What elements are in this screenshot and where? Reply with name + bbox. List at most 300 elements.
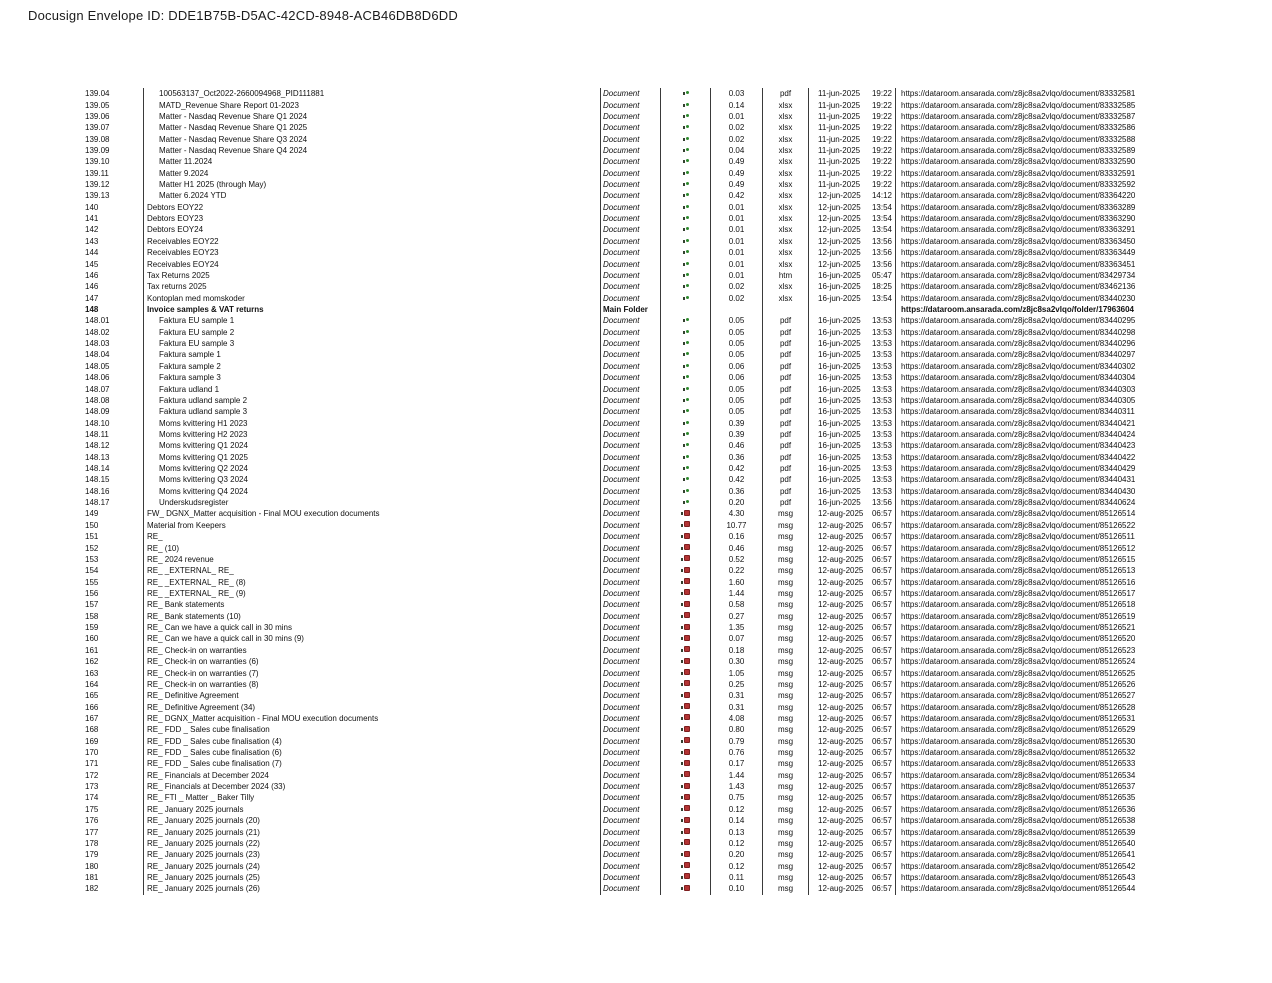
upload-time: 06:57 — [871, 793, 892, 803]
docusign-envelope-id: Docusign Envelope ID: DDE1B75B-D5AC-42CD-8948-ACB46DB8D6DD — [28, 8, 458, 23]
file-format: pdf — [762, 327, 808, 338]
upload-datetime — [808, 554, 895, 565]
status-icon-cell — [660, 645, 710, 656]
status-icon-cell — [660, 860, 710, 871]
table-row — [83, 338, 1177, 349]
file-format: msg — [762, 701, 808, 712]
table-row — [83, 202, 1177, 213]
document-url-link[interactable]: https://dataroom.ansarada.com/z8jc8sa2vlqo/document/83440429 — [895, 463, 1177, 474]
document-url-link[interactable]: https://dataroom.ansarada.com/z8jc8sa2vlqo/document/85126513 — [895, 565, 1177, 576]
upload-datetime — [808, 168, 895, 179]
document-url-link[interactable]: https://dataroom.ansarada.com/z8jc8sa2vlqo/document/83440430 — [895, 486, 1177, 497]
upload-time: 19:22 — [871, 134, 892, 144]
document-name: Moms kvittering Q1 2024 — [143, 440, 600, 451]
document-url-link[interactable]: https://dataroom.ansarada.com/z8jc8sa2vlqo/document/83332589 — [895, 145, 1177, 156]
document-name: RE_ Check-in on warranties (6) — [143, 656, 600, 667]
document-url-link[interactable]: https://dataroom.ansarada.com/z8jc8sa2vlqo/document/85126535 — [895, 792, 1177, 803]
table-row — [83, 508, 1177, 519]
document-status-dot-icon — [686, 489, 689, 492]
status-icon-cell — [660, 406, 710, 417]
upload-datetime — [808, 281, 895, 292]
document-name: Faktura udland sample 3 — [143, 406, 600, 417]
file-format — [762, 304, 808, 315]
document-url-link[interactable]: https://dataroom.ansarada.com/z8jc8sa2vlqo/document/83332581 — [895, 88, 1177, 99]
file-format: msg — [762, 633, 808, 644]
upload-time: 06:57 — [871, 759, 892, 769]
status-icon-cell — [660, 338, 710, 349]
upload-date: 12-aug-2025 — [818, 816, 864, 826]
table-row — [83, 315, 1177, 326]
document-url-link[interactable]: https://dataroom.ansarada.com/z8jc8sa2vlqo/document/85126519 — [895, 611, 1177, 622]
document-url-link[interactable]: https://dataroom.ansarada.com/z8jc8sa2vlqo/document/85126532 — [895, 747, 1177, 758]
document-url-link[interactable]: https://dataroom.ansarada.com/z8jc8sa2vlqo/document/85126515 — [895, 554, 1177, 565]
status-icon-cell — [660, 281, 710, 292]
item-type: Document — [600, 781, 660, 792]
document-url-link[interactable]: https://dataroom.ansarada.com/z8jc8sa2vlqo/document/83440431 — [895, 474, 1177, 485]
document-url-link[interactable]: https://dataroom.ansarada.com/z8jc8sa2vlqo/document/83440298 — [895, 327, 1177, 338]
tick-speck-icon — [683, 251, 685, 254]
upload-datetime — [808, 781, 895, 792]
upload-datetime — [808, 122, 895, 133]
upload-time: 13:53 — [871, 373, 892, 383]
item-type: Document — [600, 554, 660, 565]
tick-speck-icon — [681, 512, 683, 515]
document-name: RE_ Can we have a quick call in 30 mins — [143, 622, 600, 633]
document-url-link[interactable]: https://dataroom.ansarada.com/z8jc8sa2vlqo/document/83440424 — [895, 429, 1177, 440]
tick-speck-icon — [681, 865, 683, 868]
upload-date: 16-jun-2025 — [818, 373, 861, 383]
upload-date: 16-jun-2025 — [818, 475, 861, 485]
file-size: 0.36 — [710, 452, 762, 463]
upload-time: 06:57 — [871, 850, 892, 860]
document-status-dot-icon — [686, 296, 689, 299]
document-url-link[interactable]: https://dataroom.ansarada.com/z8jc8sa2vlqo/document/85126527 — [895, 690, 1177, 701]
upload-datetime — [808, 179, 895, 190]
file-format: msg — [762, 713, 808, 724]
document-url-link[interactable]: https://dataroom.ansarada.com/z8jc8sa2vlqo/document/83440423 — [895, 440, 1177, 451]
tick-speck-icon — [681, 876, 683, 879]
row-index-number: 149 — [85, 509, 99, 519]
message-flag-icon — [684, 692, 690, 698]
document-url-link[interactable]: https://dataroom.ansarada.com/z8jc8sa2vlqo/document/85126522 — [895, 520, 1177, 531]
file-size: 0.27 — [710, 611, 762, 622]
status-icon-cell — [660, 690, 710, 701]
upload-date: 12-aug-2025 — [818, 827, 864, 837]
table-row — [83, 224, 1177, 235]
document-name: RE_ _EXTERNAL_ RE_ (9) — [143, 588, 600, 599]
document-url-link[interactable]: https://dataroom.ansarada.com/z8jc8sa2vlqo/document/83332586 — [895, 122, 1177, 133]
file-size: 10.77 — [710, 520, 762, 531]
file-format: msg — [762, 838, 808, 849]
file-format: pdf — [762, 315, 808, 326]
message-flag-icon — [684, 624, 690, 630]
upload-time: 06:57 — [871, 509, 892, 519]
document-url-link[interactable]: https://dataroom.ansarada.com/z8jc8sa2vlqo/document/83440311 — [895, 406, 1177, 417]
tick-speck-icon — [683, 444, 685, 447]
row-index-number: 162 — [85, 657, 99, 667]
document-url-link[interactable]: https://dataroom.ansarada.com/z8jc8sa2vlqo/document/85126537 — [895, 781, 1177, 792]
upload-date: 12-aug-2025 — [818, 668, 864, 678]
document-url-link[interactable]: https://dataroom.ansarada.com/z8jc8sa2vlqo/document/83440303 — [895, 383, 1177, 394]
row-index-number: 177 — [85, 827, 99, 837]
upload-date: 12-aug-2025 — [818, 543, 864, 553]
table-row — [83, 270, 1177, 281]
document-url-link[interactable]: https://dataroom.ansarada.com/z8jc8sa2vlqo/document/85126539 — [895, 826, 1177, 837]
upload-time: 06:57 — [871, 600, 892, 610]
status-icon-cell — [660, 361, 710, 372]
document-url-link[interactable]: https://dataroom.ansarada.com/z8jc8sa2vlqo/document/85126533 — [895, 758, 1177, 769]
upload-time: 05:47 — [871, 270, 892, 280]
upload-datetime — [808, 588, 895, 599]
document-url-link[interactable]: https://dataroom.ansarada.com/z8jc8sa2vlqo/document/85126542 — [895, 860, 1177, 871]
file-format: msg — [762, 542, 808, 553]
upload-datetime — [808, 508, 895, 519]
tick-speck-icon — [681, 842, 683, 845]
document-name: Faktura udland sample 2 — [143, 395, 600, 406]
upload-datetime — [808, 667, 895, 678]
upload-datetime — [808, 747, 895, 758]
document-url-link[interactable]: https://dataroom.ansarada.com/z8jc8sa2vlqo/document/85126538 — [895, 815, 1177, 826]
tick-speck-icon — [683, 138, 685, 141]
row-index-number: 139.10 — [85, 157, 110, 167]
document-name: Invoice samples & VAT returns — [143, 304, 600, 315]
file-size: 0.39 — [710, 429, 762, 440]
document-url-link[interactable]: https://dataroom.ansarada.com/z8jc8sa2vlqo/document/85126531 — [895, 713, 1177, 724]
upload-time: 13:53 — [871, 350, 892, 360]
upload-date: 16-jun-2025 — [818, 407, 861, 417]
table-row — [83, 520, 1177, 531]
document-url-link[interactable]: https://dataroom.ansarada.com/z8jc8sa2vlqo/document/85126518 — [895, 599, 1177, 610]
table-row — [83, 429, 1177, 440]
document-url-link[interactable]: https://dataroom.ansarada.com/z8jc8sa2vlqo/document/83363289 — [895, 202, 1177, 213]
upload-date: 12-aug-2025 — [818, 861, 864, 871]
document-url-link[interactable]: https://dataroom.ansarada.com/z8jc8sa2vlqo/document/83363449 — [895, 247, 1177, 258]
upload-datetime — [808, 417, 895, 428]
table-row — [83, 701, 1177, 712]
document-url-link[interactable]: https://dataroom.ansarada.com/z8jc8sa2vlqo/document/85126541 — [895, 849, 1177, 860]
message-flag-icon — [684, 749, 690, 755]
table-row — [83, 156, 1177, 167]
tick-speck-icon — [683, 194, 685, 197]
table-row — [83, 860, 1177, 871]
document-name: Matter - Nasdaq Revenue Share Q1 2024 — [143, 111, 600, 122]
document-url-link[interactable]: https://dataroom.ansarada.com/z8jc8sa2vlqo/document/83332590 — [895, 156, 1177, 167]
tick-speck-icon — [683, 501, 685, 504]
document-url-link[interactable]: https://dataroom.ansarada.com/z8jc8sa2vlqo/document/85126520 — [895, 633, 1177, 644]
file-format: pdf — [762, 486, 808, 497]
document-status-dot-icon — [686, 273, 689, 276]
document-url-link[interactable]: https://dataroom.ansarada.com/z8jc8sa2vlqo/document/85126523 — [895, 645, 1177, 656]
document-url-link[interactable]: https://dataroom.ansarada.com/z8jc8sa2vlqo/document/83332587 — [895, 111, 1177, 122]
file-format: msg — [762, 599, 808, 610]
file-size: 0.36 — [710, 486, 762, 497]
table-row — [83, 588, 1177, 599]
item-type: Document — [600, 315, 660, 326]
tick-speck-icon — [681, 660, 683, 663]
file-size: 0.05 — [710, 327, 762, 338]
row-index-number: 139.08 — [85, 134, 110, 144]
status-icon-cell — [660, 508, 710, 519]
document-url-link[interactable]: https://dataroom.ansarada.com/z8jc8sa2vlqo/document/83462136 — [895, 281, 1177, 292]
status-icon-cell — [660, 463, 710, 474]
tick-speck-icon — [683, 478, 685, 481]
upload-date: 11-jun-2025 — [818, 100, 861, 110]
table-row — [83, 690, 1177, 701]
item-type: Document — [600, 395, 660, 406]
document-url-link[interactable]: https://dataroom.ansarada.com/z8jc8sa2vlqo/document/83364220 — [895, 190, 1177, 201]
upload-date: 12-aug-2025 — [818, 872, 864, 882]
upload-datetime — [808, 327, 895, 338]
document-url-link[interactable]: https://dataroom.ansarada.com/z8jc8sa2vlqo/document/85126543 — [895, 872, 1177, 883]
item-type: Document — [600, 838, 660, 849]
document-name: RE_ Check-in on warranties — [143, 645, 600, 656]
item-type: Document — [600, 656, 660, 667]
status-icon-cell — [660, 815, 710, 826]
tick-speck-icon — [681, 558, 683, 561]
document-url-link[interactable]: https://dataroom.ansarada.com/z8jc8sa2vlqo/document/83363290 — [895, 213, 1177, 224]
row-index-number: 164 — [85, 679, 99, 689]
message-flag-icon — [684, 612, 690, 618]
document-url-link[interactable]: https://dataroom.ansarada.com/z8jc8sa2vlqo/document/85126526 — [895, 679, 1177, 690]
status-icon-cell — [660, 531, 710, 542]
document-url-link[interactable]: https://dataroom.ansarada.com/z8jc8sa2vlqo/document/85126517 — [895, 588, 1177, 599]
table-row — [83, 417, 1177, 428]
file-format: xlsx — [762, 145, 808, 156]
status-icon-cell — [660, 190, 710, 201]
table-row — [83, 179, 1177, 190]
upload-time: 06:57 — [871, 657, 892, 667]
upload-datetime — [808, 99, 895, 110]
item-type: Document — [600, 645, 660, 656]
upload-time: 14:12 — [871, 191, 892, 201]
row-index-number: 148.08 — [85, 395, 110, 405]
file-format: pdf — [762, 417, 808, 428]
status-icon-cell — [660, 179, 710, 190]
upload-datetime — [808, 315, 895, 326]
file-format: pdf — [762, 440, 808, 451]
file-format: xlsx — [762, 236, 808, 247]
document-url-link[interactable]: https://dataroom.ansarada.com/z8jc8sa2vlqo/document/83332591 — [895, 168, 1177, 179]
document-url-link[interactable]: https://dataroom.ansarada.com/z8jc8sa2vlqo/document/83440624 — [895, 497, 1177, 508]
document-url-link[interactable]: https://dataroom.ansarada.com/z8jc8sa2vlqo/document/85126516 — [895, 576, 1177, 587]
upload-time: 06:57 — [871, 725, 892, 735]
table-row — [83, 622, 1177, 633]
file-format: msg — [762, 690, 808, 701]
upload-date: 12-aug-2025 — [818, 884, 864, 894]
file-format: pdf — [762, 383, 808, 394]
tick-speck-icon — [681, 547, 683, 550]
row-index-number: 148.04 — [85, 350, 110, 360]
status-icon-cell — [660, 792, 710, 803]
document-url-link[interactable]: https://dataroom.ansarada.com/z8jc8sa2vlqo/document/83332585 — [895, 99, 1177, 110]
document-url-link[interactable]: https://dataroom.ansarada.com/z8jc8sa2vlqo/document/85126525 — [895, 667, 1177, 678]
document-url-link[interactable]: https://dataroom.ansarada.com/z8jc8sa2vlqo/document/83332588 — [895, 133, 1177, 144]
upload-time: 13:54 — [871, 225, 892, 235]
row-index-number: 146 — [85, 270, 99, 280]
document-url-link[interactable]: https://dataroom.ansarada.com/z8jc8sa2vlqo/document/83363451 — [895, 258, 1177, 269]
row-index-number: 157 — [85, 600, 99, 610]
document-status-dot-icon — [686, 182, 689, 185]
item-type: Document — [600, 338, 660, 349]
document-status-dot-icon — [686, 341, 689, 344]
file-format: xlsx — [762, 213, 808, 224]
upload-date: 12-jun-2025 — [818, 248, 861, 258]
document-url-link[interactable]: https://dataroom.ansarada.com/z8jc8sa2vlqo/document/85126528 — [895, 701, 1177, 712]
upload-time: 13:56 — [871, 248, 892, 258]
document-url-link[interactable]: https://dataroom.ansarada.com/z8jc8sa2vlqo/document/83429734 — [895, 270, 1177, 281]
document-status-dot-icon — [686, 205, 689, 208]
upload-date: 12-aug-2025 — [818, 623, 864, 633]
status-icon-cell — [660, 168, 710, 179]
document-url-link[interactable]: https://dataroom.ansarada.com/z8jc8sa2vlqo/document/85126536 — [895, 804, 1177, 815]
document-name: Moms kvittering Q2 2024 — [143, 463, 600, 474]
status-icon-cell — [660, 679, 710, 690]
document-url-link[interactable]: https://dataroom.ansarada.com/z8jc8sa2vlqo/document/83440422 — [895, 452, 1177, 463]
document-url-link[interactable]: https://dataroom.ansarada.com/z8jc8sa2vlqo/document/85126529 — [895, 724, 1177, 735]
table-row — [83, 872, 1177, 883]
tick-speck-icon — [683, 319, 685, 322]
upload-time: 13:53 — [871, 384, 892, 394]
file-format: xlsx — [762, 99, 808, 110]
tick-speck-icon — [683, 410, 685, 413]
file-format: pdf — [762, 474, 808, 485]
status-icon-cell — [660, 826, 710, 837]
upload-time: 06:57 — [871, 702, 892, 712]
row-index-number: 145 — [85, 259, 99, 269]
item-type: Document — [600, 713, 660, 724]
upload-datetime — [808, 804, 895, 815]
document-status-dot-icon — [686, 284, 689, 287]
document-status-dot-icon — [686, 375, 689, 378]
document-url-link[interactable]: https://dataroom.ansarada.com/z8jc8sa2vlqo/document/83440297 — [895, 349, 1177, 360]
message-flag-icon — [684, 521, 690, 527]
file-format: xlsx — [762, 258, 808, 269]
upload-datetime — [808, 542, 895, 553]
upload-time: 06:57 — [871, 861, 892, 871]
document-name: Moms kvittering Q4 2024 — [143, 486, 600, 497]
document-name: RE_ Can we have a quick call in 30 mins (9) — [143, 633, 600, 644]
message-flag-icon — [684, 771, 690, 777]
tick-speck-icon — [683, 285, 685, 288]
upload-date: 12-aug-2025 — [818, 611, 864, 621]
item-type: Document — [600, 565, 660, 576]
document-url-link[interactable]: https://dataroom.ansarada.com/z8jc8sa2vlqo/document/83440304 — [895, 372, 1177, 383]
document-url-link[interactable]: https://dataroom.ansarada.com/z8jc8sa2vlqo/document/83440305 — [895, 395, 1177, 406]
tick-speck-icon — [681, 569, 683, 572]
document-url-link[interactable]: https://dataroom.ansarada.com/z8jc8sa2vlqo/document/85126514 — [895, 508, 1177, 519]
status-icon-cell — [660, 111, 710, 122]
message-flag-icon — [684, 646, 690, 652]
document-url-link[interactable]: https://dataroom.ansarada.com/z8jc8sa2vlqo/document/83440295 — [895, 315, 1177, 326]
document-name: Matter - Nasdaq Revenue Share Q1 2025 — [143, 122, 600, 133]
document-url-link[interactable]: https://dataroom.ansarada.com/z8jc8sa2vlqo/document/85126530 — [895, 735, 1177, 746]
table-row — [83, 383, 1177, 394]
upload-date: 12-aug-2025 — [818, 770, 864, 780]
file-size: 0.06 — [710, 361, 762, 372]
tick-speck-icon — [681, 774, 683, 777]
upload-datetime — [808, 792, 895, 803]
tick-speck-icon — [681, 706, 683, 709]
file-size: 0.46 — [710, 440, 762, 451]
tick-speck-icon — [681, 694, 683, 697]
message-flag-icon — [684, 873, 690, 879]
upload-datetime — [808, 111, 895, 122]
row-index-number: 139.07 — [85, 123, 110, 133]
upload-time: 13:54 — [871, 214, 892, 224]
upload-datetime — [808, 724, 895, 735]
row-index-number: 142 — [85, 225, 99, 235]
upload-datetime — [808, 520, 895, 531]
document-url-link[interactable]: https://dataroom.ansarada.com/z8jc8sa2vlqo/document/85126511 — [895, 531, 1177, 542]
upload-time: 06:57 — [871, 611, 892, 621]
message-flag-icon — [684, 510, 690, 516]
tick-speck-icon — [683, 456, 685, 459]
upload-datetime — [808, 622, 895, 633]
upload-datetime — [808, 463, 895, 474]
tick-speck-icon — [683, 422, 685, 425]
table-row — [83, 395, 1177, 406]
message-flag-icon — [684, 658, 690, 664]
document-url-link[interactable]: https://dataroom.ansarada.com/z8jc8sa2vlqo/folder/17963604 — [895, 304, 1177, 315]
file-size: 0.75 — [710, 792, 762, 803]
document-url-link[interactable]: https://dataroom.ansarada.com/z8jc8sa2vlqo/document/83440421 — [895, 417, 1177, 428]
document-url-link[interactable]: https://dataroom.ansarada.com/z8jc8sa2vlqo/document/83440302 — [895, 361, 1177, 372]
upload-datetime — [808, 679, 895, 690]
file-size: 0.80 — [710, 724, 762, 735]
file-format: pdf — [762, 338, 808, 349]
upload-time: 06:57 — [871, 782, 892, 792]
row-index-number: 181 — [85, 872, 99, 882]
document-url-link[interactable]: https://dataroom.ansarada.com/z8jc8sa2vlqo/document/83440296 — [895, 338, 1177, 349]
upload-date: 12-jun-2025 — [818, 191, 861, 201]
document-url-link[interactable]: https://dataroom.ansarada.com/z8jc8sa2vlqo/document/83440230 — [895, 292, 1177, 303]
file-size: 1.43 — [710, 781, 762, 792]
item-type: Document — [600, 247, 660, 258]
document-url-link[interactable]: https://dataroom.ansarada.com/z8jc8sa2vlqo/document/85126540 — [895, 838, 1177, 849]
upload-time: 13:56 — [871, 236, 892, 246]
row-index-number: 141 — [85, 214, 99, 224]
row-index-number: 154 — [85, 566, 99, 576]
document-url-link[interactable]: https://dataroom.ansarada.com/z8jc8sa2vlqo/document/85126544 — [895, 883, 1177, 894]
document-url-link[interactable]: https://dataroom.ansarada.com/z8jc8sa2vlqo/document/85126524 — [895, 656, 1177, 667]
document-name: Faktura sample 3 — [143, 372, 600, 383]
row-index-number: 182 — [85, 884, 99, 894]
document-url-link[interactable]: https://dataroom.ansarada.com/z8jc8sa2vlqo/document/85126512 — [895, 542, 1177, 553]
document-url-link[interactable]: https://dataroom.ansarada.com/z8jc8sa2vlqo/document/83363450 — [895, 236, 1177, 247]
file-format: xlsx — [762, 224, 808, 235]
table-row — [83, 758, 1177, 769]
document-url-link[interactable]: https://dataroom.ansarada.com/z8jc8sa2vlqo/document/85126534 — [895, 770, 1177, 781]
file-format: msg — [762, 565, 808, 576]
status-icon-cell — [660, 747, 710, 758]
status-icon-cell — [660, 202, 710, 213]
tick-speck-icon — [681, 785, 683, 788]
row-index-number: 148.15 — [85, 475, 110, 485]
status-icon-cell — [660, 633, 710, 644]
tick-speck-icon — [681, 592, 683, 595]
file-size: 0.01 — [710, 236, 762, 247]
document-url-link[interactable]: https://dataroom.ansarada.com/z8jc8sa2vlqo/document/85126521 — [895, 622, 1177, 633]
document-url-link[interactable]: https://dataroom.ansarada.com/z8jc8sa2vlqo/document/83332592 — [895, 179, 1177, 190]
item-type: Document — [600, 202, 660, 213]
document-url-link[interactable]: https://dataroom.ansarada.com/z8jc8sa2vlqo/document/83363291 — [895, 224, 1177, 235]
upload-datetime — [808, 270, 895, 281]
upload-time: 13:54 — [871, 202, 892, 212]
upload-time: 19:22 — [871, 89, 892, 99]
status-icon-cell — [660, 554, 710, 565]
tick-speck-icon — [681, 819, 683, 822]
row-index-number: 148.14 — [85, 464, 110, 474]
